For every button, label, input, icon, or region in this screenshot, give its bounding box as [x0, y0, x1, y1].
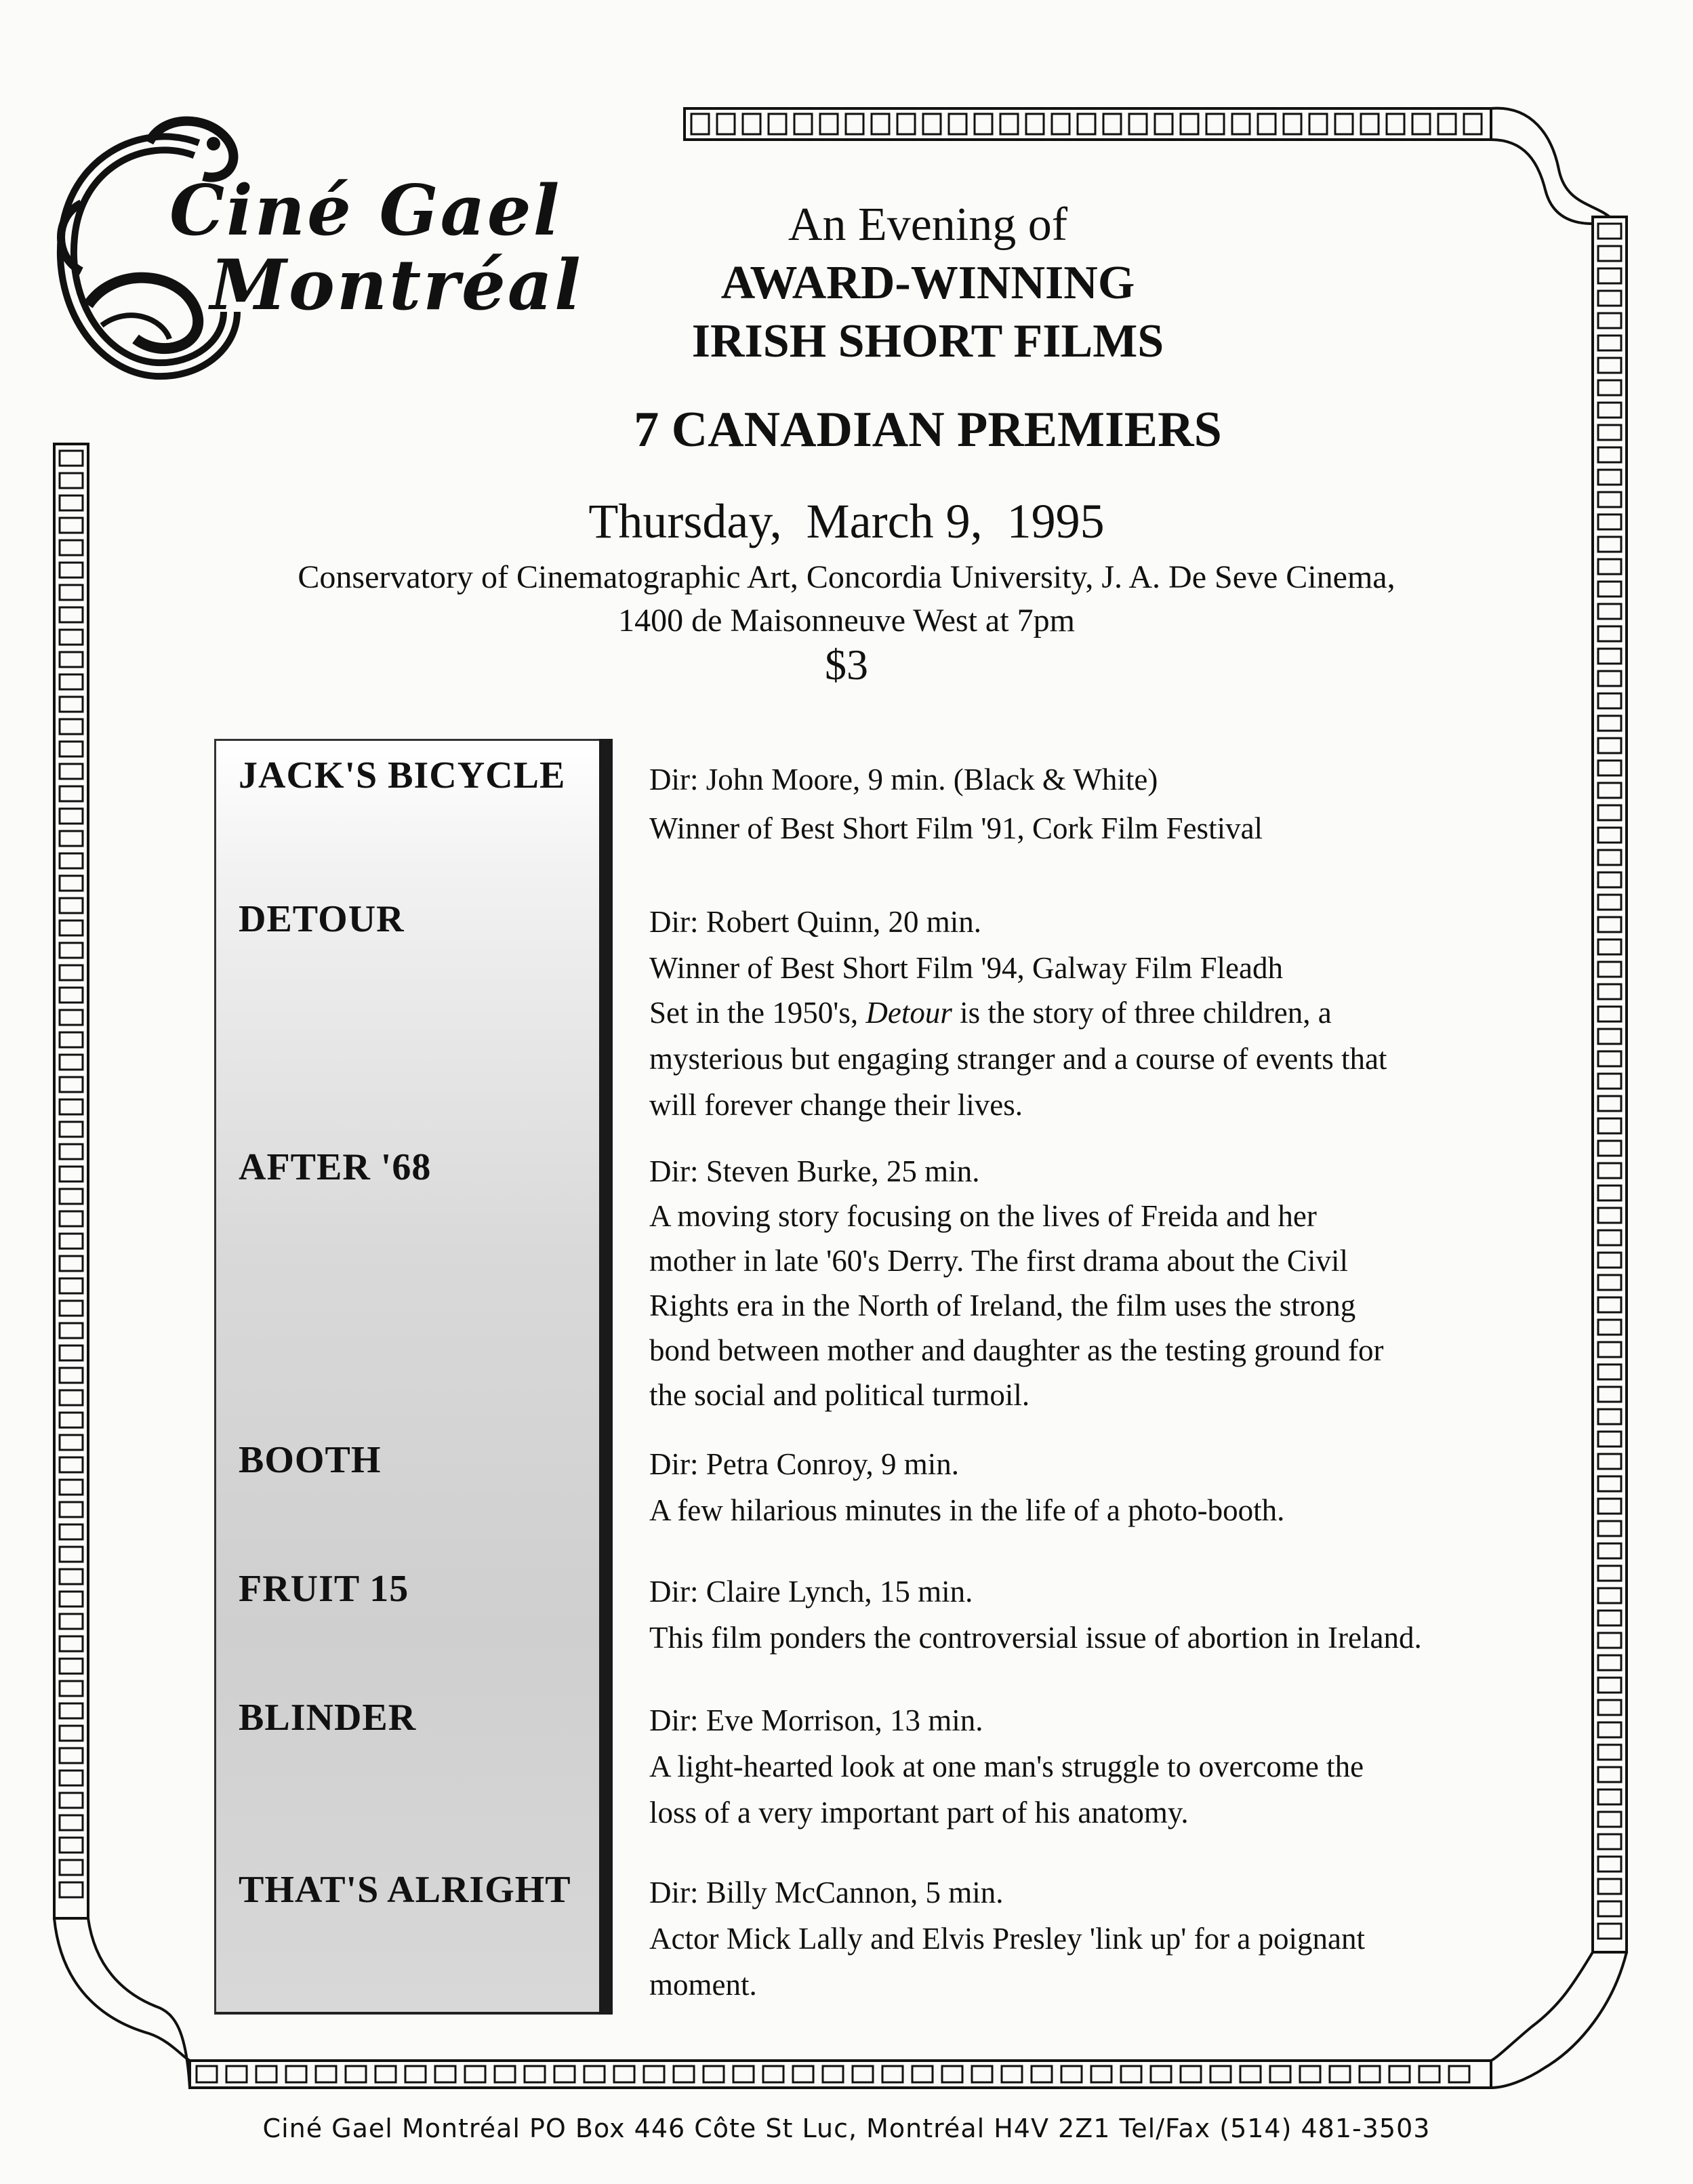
logo-line-1: Ciné Gael — [169, 170, 562, 251]
film-title: DETOUR — [239, 898, 405, 940]
header-evening: An Evening of — [788, 199, 1068, 251]
film-director: Dir: Eve Morrison, 13 min. — [649, 1703, 983, 1737]
film-description-line: will forever change their lives. — [649, 1088, 1023, 1122]
film-title: AFTER '68 — [239, 1146, 432, 1188]
film-director: Dir: Steven Burke, 25 min. — [649, 1154, 980, 1188]
film-title: BOOTH — [239, 1439, 382, 1481]
header-irish-short-films: IRISH SHORT FILMS — [691, 315, 1164, 367]
header-award-winning: AWARD-WINNING — [720, 257, 1135, 309]
film-director: Dir: Robert Quinn, 20 min. — [649, 905, 981, 939]
film-description-line: Set in the 1950's, Detour is the story of three children, a — [649, 996, 1332, 1030]
film-description-line: A few hilarious minutes in the life of a photo-booth. — [649, 1493, 1285, 1527]
film-description-line: Winner of Best Short Film '94, Galway Film Fleadh — [649, 951, 1283, 985]
event-date: Thursday, March 9, 1995 — [588, 494, 1105, 548]
film-title: FRUIT 15 — [239, 1568, 409, 1610]
film-strip-top — [685, 108, 1491, 140]
venue-line-2: 1400 de Maisonneuve West at 7pm — [618, 603, 1075, 639]
film-description-line: loss of a very important part of his anatomy. — [649, 1796, 1189, 1829]
film-title: JACK'S BICYCLE — [239, 754, 566, 796]
film-description-line: Rights era in the North of Ireland, the film uses the strong — [649, 1289, 1356, 1322]
film-description-line: Winner of Best Short Film '91, Cork Film Festival — [649, 811, 1263, 845]
logo-line-2: Montréal — [210, 245, 583, 326]
film-description-line: A light-hearted look at one man's struggle to overcome the — [649, 1750, 1364, 1783]
film-description-line: mother in late '60's Derry. The first drama about the Civil — [649, 1244, 1348, 1278]
film-title: THAT'S ALRIGHT — [239, 1869, 571, 1911]
footer-contact: Ciné Gael Montréal PO Box 446 Côte St Luc, Montréal H4V 2Z1 Tel/Fax (514) 481-3503 — [262, 2114, 1431, 2143]
film-strip-right — [1593, 217, 1627, 1952]
film-description-line: moment. — [649, 1968, 757, 2002]
header-canadian-premiers: 7 CANADIAN PREMIERS — [634, 402, 1222, 458]
film-strip-bottom — [190, 2061, 1491, 2088]
film-director: Dir: Claire Lynch, 15 min. — [649, 1575, 973, 1609]
film-director: Dir: Billy McCannon, 5 min. — [649, 1876, 1004, 1909]
film-description-line: bond between mother and daughter as the testing ground for — [649, 1333, 1384, 1367]
film-description-line: Actor Mick Lally and Elvis Presley 'link up' for a poignant — [649, 1922, 1366, 1956]
film-description-line: This film ponders the controversial issue of abortion in Ireland. — [649, 1621, 1422, 1655]
film-director: Dir: John Moore, 9 min. (Black & White) — [649, 763, 1158, 796]
venue-line-1: Conservatory of Cinematographic Art, Concordia University, J. A. De Seve Cinema, — [298, 559, 1395, 595]
film-title: BLINDER — [239, 1697, 417, 1739]
film-description-line: mysterious but engaging stranger and a course of events that — [649, 1042, 1387, 1076]
film-description-line: the social and political turmoil. — [649, 1378, 1030, 1412]
film-description-line: A moving story focusing on the lives of Freida and her — [649, 1199, 1317, 1233]
film-title-panel-edge — [599, 739, 613, 2015]
ticket-price: $3 — [825, 641, 868, 689]
film-director: Dir: Petra Conroy, 9 min. — [649, 1447, 960, 1481]
